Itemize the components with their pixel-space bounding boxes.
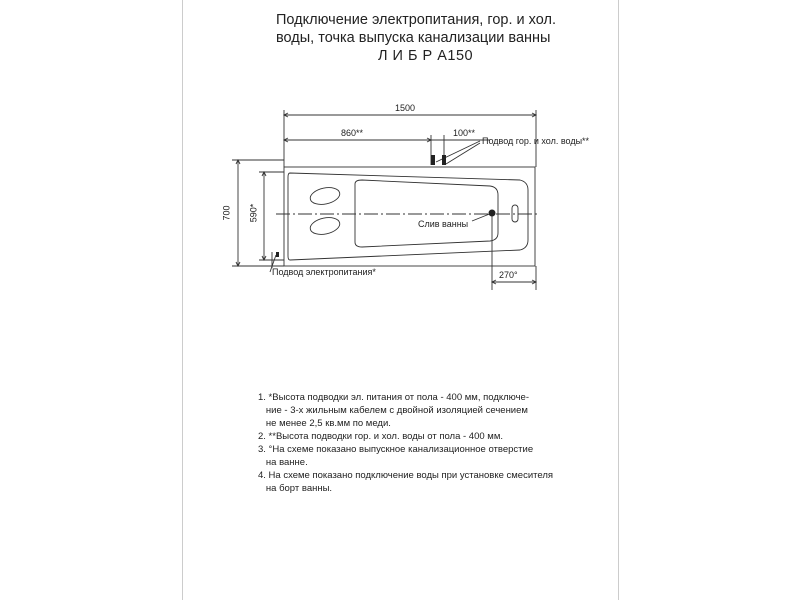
headrest-left-bottom xyxy=(309,215,342,237)
drain-point xyxy=(489,210,496,217)
label-water-supply: Подвод гор. и хол. воды** xyxy=(482,136,590,146)
note-line-7: 4. На схеме показано подключение воды при установке смесителя xyxy=(258,470,554,481)
label-drain: Слив ванны xyxy=(418,219,469,229)
dim-860: 860** xyxy=(341,128,364,138)
overflow-slot xyxy=(512,205,518,222)
dim-700: 700 xyxy=(221,205,232,221)
power-point xyxy=(276,252,279,257)
note-line-6: на ванне. xyxy=(258,457,308,468)
bathtub-seat-area xyxy=(355,180,498,247)
water-inlet-cold xyxy=(442,155,446,165)
note-line-2: ние - 3-х жильным кабелем с двойной изоляцией сечением xyxy=(258,405,528,416)
title-line-3: Л И Б Р А150 xyxy=(378,48,474,64)
dim-1500: 1500 xyxy=(395,103,416,113)
dim-100: 100** xyxy=(453,128,476,138)
water-inlet-hot xyxy=(431,155,435,165)
note-line-3: не менее 2,5 кв.мм по меди. xyxy=(258,418,391,429)
dim-590: 590* xyxy=(248,203,259,223)
label-power-supply: Подвод электропитания* xyxy=(272,267,376,277)
note-line-8: на борт ванны. xyxy=(258,483,333,494)
water-leader-2 xyxy=(446,143,480,164)
note-line-5: 3. °На схеме показано выпускное канализационное отверстие xyxy=(258,444,534,455)
note-line-1: 1. *Высота подводки эл. питания от пола - 400 мм, подключе- xyxy=(258,392,529,403)
dim-270: 270° xyxy=(499,270,518,280)
title-line-2: воды, точка выпуска канализации ванны xyxy=(276,30,551,46)
note-line-4: 2. **Высота подводки гор. и хол. воды от пола - 400 мм. xyxy=(258,431,504,442)
headrest-left-top xyxy=(309,185,342,207)
title-line-1: Подключение электропитания, гор. и хол. xyxy=(276,12,556,28)
